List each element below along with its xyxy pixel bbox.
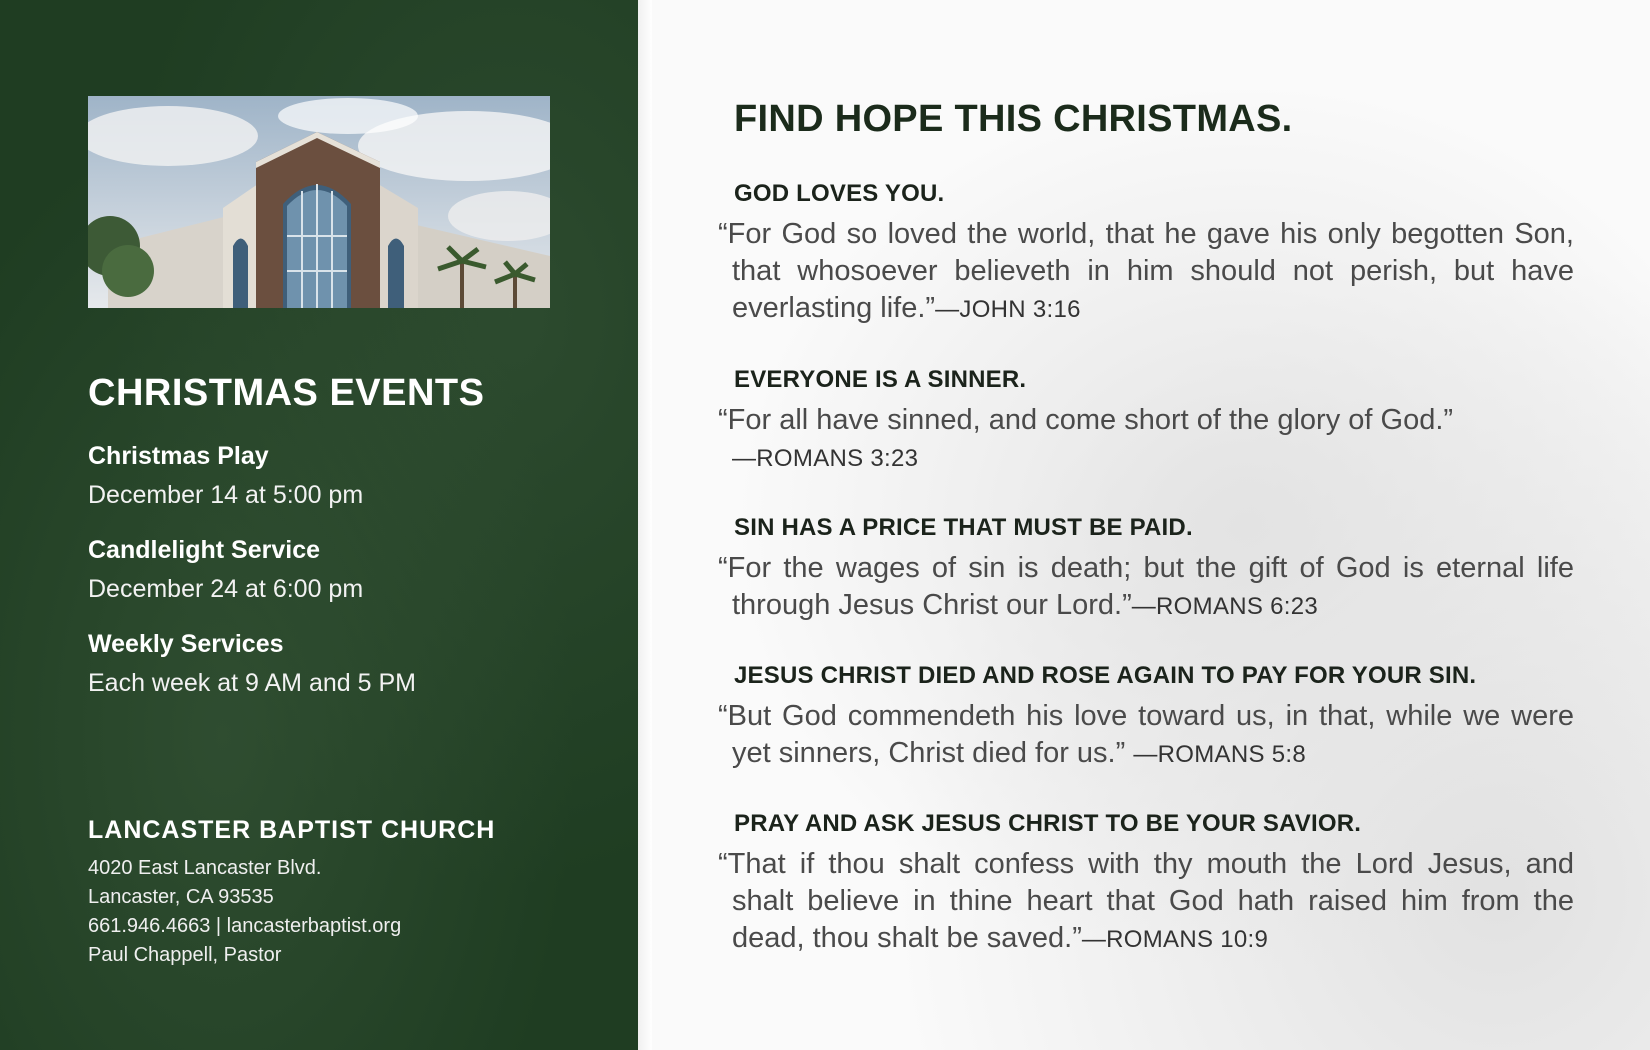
event-name: Weekly Services — [88, 630, 284, 658]
panel-divider — [638, 0, 652, 1050]
events-heading: CHRISTMAS EVENTS — [88, 372, 485, 414]
verse-quote: “For all have sinned, and come short of the glory of God.” — [718, 404, 1454, 436]
church-building-photo — [88, 96, 550, 308]
gospel-panel — [638, 0, 1650, 1050]
verse-reference: —JOHN 3:16 — [935, 296, 1081, 323]
event-time: December 24 at 6:00 pm — [88, 575, 364, 603]
verse-reference: —ROMANS 10:9 — [1081, 926, 1269, 953]
verse-quote: “For the wages of sin is death; but the gift of God is eternal life through Jesus Christ our Lord.” — [718, 552, 1574, 621]
event-time: December 14 at 5:00 pm — [88, 481, 364, 509]
church-pastor: Paul Chappell, Pastor — [88, 944, 282, 966]
point-title: JESUS CHRIST DIED AND ROSE AGAIN TO PAY FOR YOUR SIN. — [734, 662, 1477, 689]
church-contact: 661.946.4663 | lancasterbaptist.org — [88, 915, 402, 937]
verse-quote: “For God so loved the world, that he gave his only begotten Son, that whosoever believeth in him should not perish, but have everlasting life.” — [718, 218, 1574, 324]
verse-text — [718, 216, 1574, 328]
event-time: Each week at 9 AM and 5 PM — [88, 669, 416, 697]
verse-quote: “That if thou shalt confess with thy mouth the Lord Jesus, and shalt believe in thine heart that God hath raised him from the dead, thou shalt be saved.” — [718, 848, 1574, 954]
church-name: LANCASTER BAPTIST CHURCH — [88, 816, 496, 844]
point-title: EVERYONE IS A SINNER. — [734, 366, 1027, 393]
verse-reference: —ROMANS 5:8 — [1133, 741, 1306, 768]
event-candlelight-service — [88, 536, 363, 604]
event-weekly-services — [88, 630, 416, 698]
church-street-address: 4020 East Lancaster Blvd. — [88, 857, 322, 879]
events-panel — [0, 0, 638, 1050]
point-title: SIN HAS A PRICE THAT MUST BE PAID. — [734, 514, 1193, 541]
verse-quote: “But God commendeth his love toward us, in that, while we were yet sinners, Christ died for us.” — [718, 700, 1574, 769]
verse-text — [718, 550, 1574, 625]
church-city: Lancaster, CA 93535 — [88, 886, 274, 908]
event-name: Christmas Play — [88, 442, 269, 470]
verse-reference: —ROMANS 6:23 — [1131, 593, 1319, 620]
point-title: PRAY AND ASK JESUS CHRIST TO BE YOUR SAVIOR. — [734, 810, 1362, 837]
verse-text — [718, 402, 1574, 477]
event-christmas-play — [88, 442, 363, 510]
verse-reference: —ROMANS 3:23 — [732, 445, 919, 472]
page-title: FIND HOPE THIS CHRISTMAS. — [734, 98, 1293, 140]
verse-text — [718, 846, 1574, 958]
verse-text — [718, 698, 1574, 773]
event-name: Candlelight Service — [88, 536, 321, 564]
point-title: GOD LOVES YOU. — [734, 180, 945, 207]
